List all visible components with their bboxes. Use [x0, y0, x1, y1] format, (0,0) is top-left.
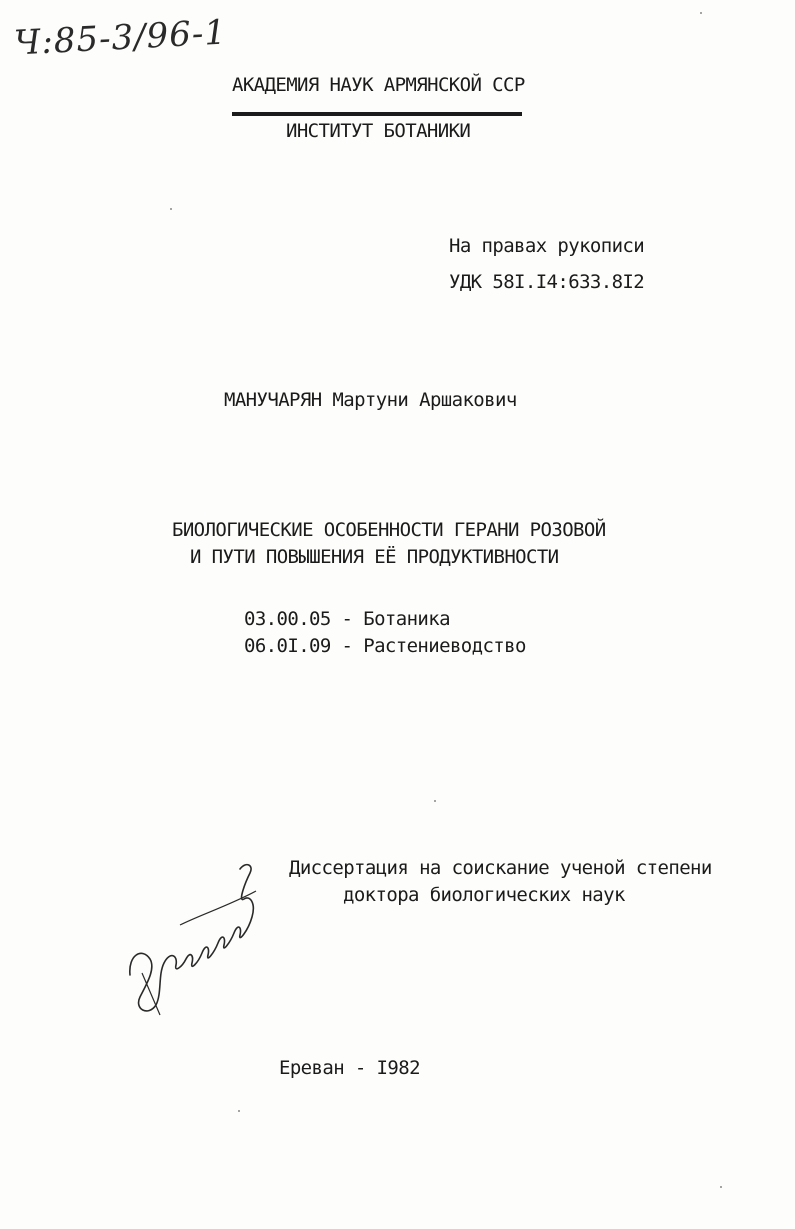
paper-speck	[720, 1186, 722, 1188]
degree-line-2: доктора биологических наук	[343, 884, 625, 906]
specialty-plant-growing: 06.0I.09 - Растениеводство	[244, 635, 526, 657]
paper-speck	[238, 1110, 240, 1112]
academy-name: АКАДЕМИЯ НАУК АРМЯНСКОЙ ССР	[232, 74, 525, 96]
institute-name: ИНСТИТУТ БОТАНИКИ	[286, 120, 471, 142]
author-signature	[120, 855, 270, 1020]
specialty-botany: 03.00.05 - Ботаника	[244, 608, 450, 630]
dissertation-title-line-1: БИОЛОГИЧЕСКИЕ ОСОБЕННОСТИ ГЕРАНИ РОЗОВОЙ	[172, 519, 606, 541]
udc-code: УДК 58I.I4:633.8I2	[449, 271, 645, 293]
paper-speck	[700, 12, 702, 14]
author-name: МАНУЧАРЯН Мартуни Аршакович	[224, 389, 517, 411]
paper-speck	[434, 800, 436, 802]
archive-mark-handwritten: Ч:85-3/96-1	[13, 12, 228, 64]
dissertation-title-line-2: И ПУТИ ПОВЫШЕНИЯ ЕЁ ПРОДУКТИВНОСТИ	[190, 546, 559, 568]
header-divider	[232, 112, 522, 116]
degree-line-1: Диссертация на соискание ученой степени	[289, 857, 712, 879]
place-and-year: Ереван - I982	[279, 1057, 420, 1079]
manuscript-rights: На правах рукописи	[449, 235, 645, 257]
paper-speck	[170, 208, 172, 210]
